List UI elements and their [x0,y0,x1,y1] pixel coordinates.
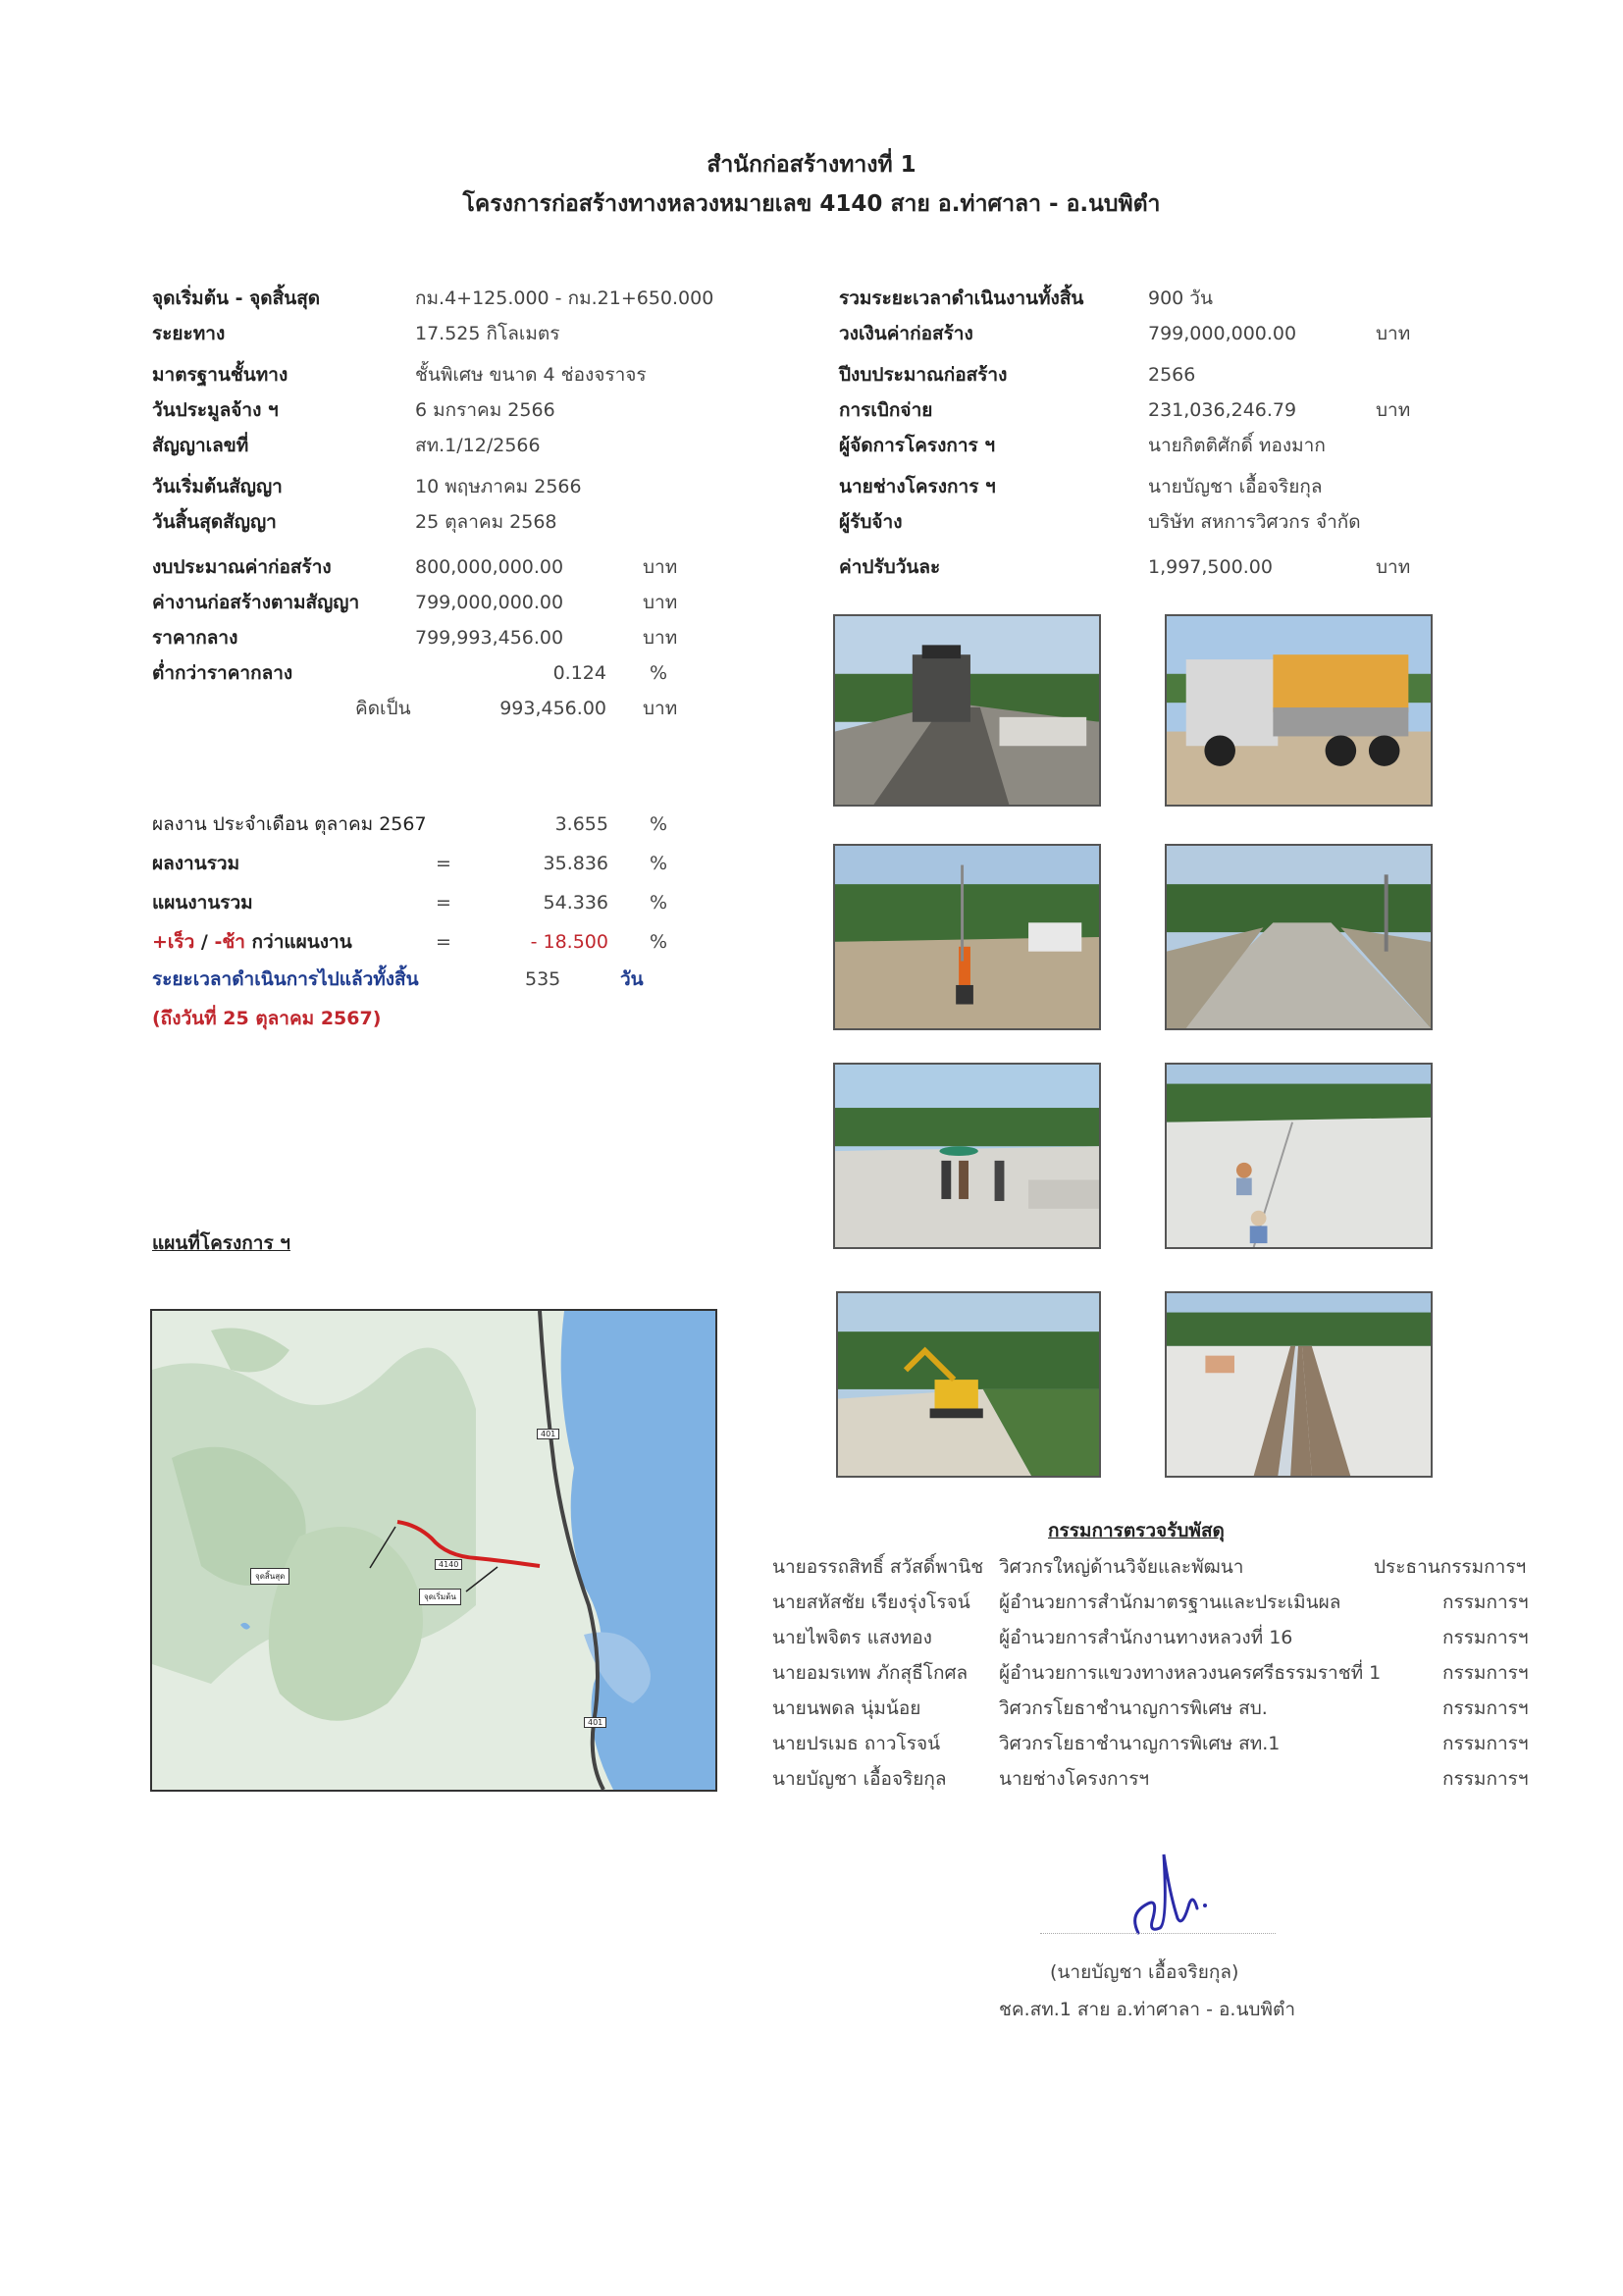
info-label: ผู้รับจ้าง [839,511,903,533]
elapsed-value: 535 [525,968,561,990]
diff-value: - 18.500 [530,931,608,953]
member-role: กรรมการฯ [1442,1768,1529,1790]
highway-401-marker: 401 [584,1717,606,1728]
budget-unit: % [650,662,668,684]
member-name: นายสหัสชัย เรียงรุ่งโรจน์ [772,1592,970,1613]
inspection-photo-graphic [835,1065,1099,1247]
member-position: ผู้อำนวยการสำนักมาตรฐานและประเมินผล [999,1592,1341,1613]
month-progress-value: 3.655 [554,813,608,835]
info-label: ผู้จัดการโครงการ ฯ [839,435,996,456]
info-label: วันประมูลจ้าง ฯ [152,399,279,421]
info-value: 10 พฤษภาคม 2566 [415,476,582,497]
slash: / [194,931,215,953]
info-value: 6 มกราคม 2566 [415,399,555,421]
member-position: ผู้อำนวยการสำนักงานทางหลวงที่ 16 [999,1627,1293,1648]
member-name: นายปรเมธ ถาวโรจน์ [772,1733,941,1754]
info-value: สท.1/12/2566 [415,435,541,456]
committee-title: กรรมการตรวจรับพัสดุ [1048,1520,1225,1541]
info-value: 231,036,246.79 [1148,399,1297,421]
info-unit: บาท [1376,323,1411,344]
member-role: กรรมการฯ [1442,1662,1529,1684]
slower-label: -ช้า [214,931,245,953]
pct-sign: % [650,853,668,874]
office-title: สำนักก่อสร้างทางที่ 1 [707,152,916,178]
map-graphic [152,1311,715,1790]
signer-name: (นายบัญชา เอื้อจริยกุล) [1050,1961,1239,1983]
equiv-label: คิดเป็น [355,698,411,719]
equiv-unit: บาท [643,698,678,719]
info-label: วงเงินค่าก่อสร้าง [839,323,973,344]
info-label: วันเริ่มต้นสัญญา [152,476,283,497]
info-value: 17.525 กิโลเมตร [415,323,560,344]
as-of-date: (ถึงวันที่ 25 ตุลาคม 2567) [152,1008,382,1029]
member-position: วิศวกรโยธาชำนาญการพิเศษ สท.1 [999,1733,1281,1754]
signature-mark [1099,1835,1217,1943]
budget-value: 800,000,000.00 [415,556,564,578]
route-4140-marker: 4140 [435,1559,462,1570]
site-photo-concrete-road [1165,844,1433,1030]
truck-photo-graphic [1167,616,1431,805]
info-value: บริษัท สหการวิศวกร จำกัด [1148,511,1361,533]
info-label: สัญญาเลขที่ [152,435,249,456]
info-value: 799,000,000.00 [1148,323,1297,344]
end-point-label: จุดสิ้นสุด [250,1568,289,1585]
diff-label [152,930,352,954]
member-position: วิศวกรโยธาชำนาญการพิเศษ สบ. [999,1697,1268,1719]
site-photo-paver [833,614,1101,807]
budget-value: 799,993,456.00 [415,627,564,649]
plan-progress-value: 54.336 [543,892,608,913]
info-label: ระยะทาง [152,323,226,344]
total-progress-label: ผลงานรวม [152,853,240,874]
budget-value: 0.124 [552,662,606,684]
member-position: วิศวกรใหญ่ด้านวิจัยและพัฒนา [999,1556,1244,1578]
member-role: กรรมการฯ [1442,1627,1529,1648]
info-label: จุดเริ่มต้น - จุดสิ้นสุด [152,287,321,309]
concrete-road-photo-graphic [1167,846,1431,1028]
penalty-label: ค่าปรับวันละ [839,556,941,578]
road-worker-photo-graphic [835,846,1099,1028]
pct-sign: % [650,892,668,913]
budget-unit: บาท [643,556,678,578]
info-value: 900 วัน [1148,287,1213,309]
penalty-value: 1,997,500.00 [1148,556,1273,578]
budget-unit: บาท [643,627,678,649]
info-value: 2566 [1148,364,1196,386]
faster-label: +เร็ว [152,931,195,953]
info-value: ชั้นพิเศษ ขนาด 4 ช่องจราจร [415,364,647,386]
map-title: แผนที่โครงการ ฯ [152,1232,290,1254]
eq-sign: = [436,853,451,874]
member-position: ผู้อำนวยการแขวงทางหลวงนครศรีธรรมราชที่ 1 [999,1662,1382,1684]
month-progress-unit: % [650,813,668,835]
plan-progress-label: แผนงานรวม [152,892,253,913]
elapsed-label: ระยะเวลาดำเนินการไปแล้วทั้งสิ้น [152,968,419,990]
info-label: ปีงบประมาณก่อสร้าง [839,364,1008,386]
highway-401-marker: 401 [537,1429,559,1439]
drain-photo-graphic [1167,1293,1431,1476]
eq-sign: = [436,931,451,953]
pct-sign: % [650,931,668,953]
member-role: ประธานกรรมการฯ [1374,1556,1527,1578]
surface-work-photo-graphic [1167,1065,1431,1247]
elapsed-unit: วัน [620,968,644,990]
info-unit: บาท [1376,399,1411,421]
site-photo-truck [1165,614,1433,807]
budget-unit: บาท [643,592,678,613]
info-label: นายช่างโครงการ ฯ [839,476,996,497]
start-point-label: จุดเริ่มต้น [419,1589,461,1605]
budget-value: 799,000,000.00 [415,592,564,613]
project-title: โครงการก่อสร้างทางหลวงหมายเลข 4140 สาย อ.ท่าศาลา - อ.นบพิตำ [462,191,1161,217]
project-map [150,1309,717,1792]
equiv-value: 993,456.00 [499,698,606,719]
signer-position: ชค.สท.1 สาย อ.ท่าศาลา - อ.นบพิตำ [999,1999,1296,2020]
site-photo-road-worker [833,844,1101,1030]
budget-label: ค่างานก่อสร้างตามสัญญา [152,592,360,613]
info-label: รวมระยะเวลาดำเนินงานทั้งสิ้น [839,287,1084,309]
budget-label: ราคากลาง [152,627,238,649]
member-name: นายบัญชา เอื้อจริยกุล [772,1768,947,1790]
member-name: นายอรรถสิทธิ์ สวัสดิ์พานิช [772,1556,984,1578]
excavator-photo-graphic [838,1293,1099,1476]
budget-label: ต่ำกว่าราคากลาง [152,662,293,684]
member-name: นายไพจิตร แสงทอง [772,1627,932,1648]
total-progress-value: 35.836 [543,853,608,874]
site-photo-inspection [833,1063,1101,1249]
info-value: นายกิตติศักดิ์ ทองมาก [1148,435,1326,456]
paver-photo-graphic [835,616,1099,805]
info-value: 25 ตุลาคม 2568 [415,511,557,533]
site-photo-excavator [836,1291,1101,1478]
info-value: กม.4+125.000 - กม.21+650.000 [415,287,714,309]
member-name: นายอมรเทพ ภักสุธีโกศล [772,1662,969,1684]
budget-label: งบประมาณค่าก่อสร้าง [152,556,332,578]
member-name: นายนพดล นุ่มน้อย [772,1697,921,1719]
signature-line [1040,1933,1276,1934]
member-position: นายช่างโครงการฯ [999,1768,1150,1790]
month-progress-label: ผลงาน ประจำเดือน ตุลาคม 2567 [152,813,427,835]
site-photo-drain [1165,1291,1433,1478]
eq-sign: = [436,892,451,913]
info-label: มาตรฐานชั้นทาง [152,364,288,386]
member-role: กรรมการฯ [1442,1733,1529,1754]
site-photo-surface-work [1165,1063,1433,1249]
member-role: กรรมการฯ [1442,1697,1529,1719]
penalty-unit: บาท [1376,556,1411,578]
info-label: วันสิ้นสุดสัญญา [152,511,277,533]
info-label: การเบิกจ่าย [839,399,933,421]
info-value: นายบัญชา เอื้อจริยกุล [1148,476,1323,497]
than-plan-label: กว่าแผนงาน [244,931,352,953]
member-role: กรรมการฯ [1442,1592,1529,1613]
